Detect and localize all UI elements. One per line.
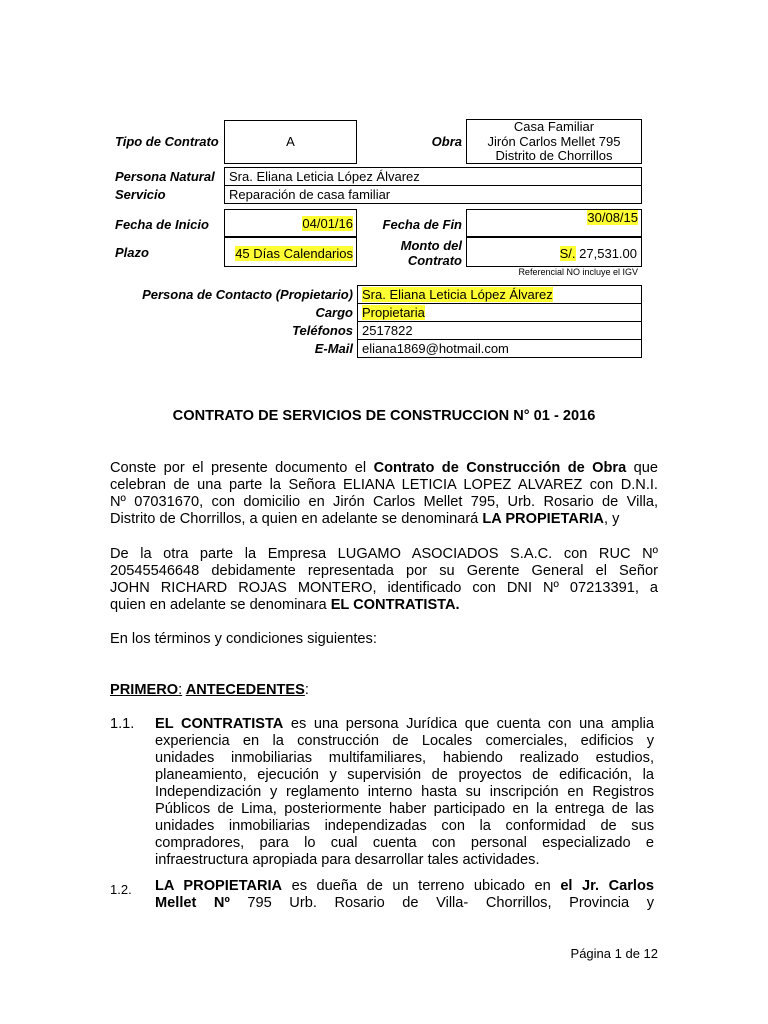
email-field: eliana1869@hotmail.com [357, 339, 642, 358]
tipo-contrato-label: Tipo de Contrato [115, 134, 219, 149]
cargo-label: Cargo [315, 305, 353, 320]
intro-p1-line-1 [110, 460, 658, 477]
text-run-bold: LA PROPIETARIA [155, 878, 283, 894]
persona-contacto-field [357, 285, 642, 304]
text-run-bold: LA PROPIETARIA [482, 511, 604, 527]
item-1-1-line-7: unidades inmobiliarias independizadas con la conformidad de sus [155, 818, 654, 834]
intro-p2-line-3: JOHN RICHARD ROJAS MONTERO, identificado con DNI Nº 07213391, a [110, 580, 658, 596]
intro-p2-line-2: 20545546648 debidamente representada por su Gerente General el Señor [110, 563, 658, 579]
obra-line-2: Jirón Carlos Mellet 795 [487, 133, 621, 149]
persona-contacto-label: Persona de Contacto (Propietario) [142, 287, 353, 302]
email-label: E-Mail [314, 341, 353, 356]
text-run: 795 Urb. Rosario de Villa- Chorrillos, Provincia y [229, 895, 654, 911]
text-run-bold: el Jr. Carlos [560, 878, 654, 894]
monto-field [466, 237, 642, 267]
monto-note: Referencial NO incluye el IGV [518, 267, 638, 277]
servicio-field: Reparación de casa familiar [224, 185, 642, 204]
plazo-field [224, 237, 357, 267]
plazo-label: Plazo [115, 245, 149, 260]
text-run: que [626, 460, 658, 476]
text-run-bold: EL CONTRATISTA. [330, 597, 460, 613]
text-run: es una persona Jurídica que cuenta con una amplia [283, 716, 654, 732]
monto-label-line-2: Contrato [407, 253, 462, 268]
monto-value: 27,531.00 [579, 246, 637, 261]
fecha-inicio-field [224, 209, 357, 237]
fecha-fin-value: 30/08/15 [587, 210, 638, 225]
text-run: ANTECEDENTES [185, 682, 305, 698]
fecha-fin-field [466, 209, 642, 237]
cargo-field [357, 303, 642, 322]
tipo-contrato-field: A [224, 120, 357, 164]
obra-label: Obra [431, 134, 462, 149]
item-1-1-line-9: infraestructura apropiada para desarrollar tales actividades. [155, 852, 540, 868]
item-1-1-line-8: compradores, para lo cual cuenta con personal especializado e [155, 835, 654, 851]
item-1-1-line-4: planeamiento, ejecución y supervisión de proyectos de edificación, la [155, 767, 654, 783]
text-run: quien en adelante se denominara [110, 597, 331, 613]
text-run: PRIMERO [110, 682, 179, 698]
text-run-bold: Mellet Nº [155, 895, 230, 911]
persona-natural-field: Sra. Eliana Leticia López Álvarez [224, 167, 642, 186]
monto-currency: S/. [559, 246, 576, 261]
item-1-1-line-5: Independización y reglamento interno hasta su inscripción en Registros [155, 784, 654, 800]
fecha-inicio-label: Fecha de Inicio [115, 217, 209, 232]
item-1-1-line-2: experiencia en la construcción de Locales comerciales, edificios y [155, 733, 654, 749]
page-number: Página 1 de 12 [570, 946, 658, 961]
item-1-1-line-3: unidades inmobiliarias multifamiliares, habiendo realizado estudios, [155, 750, 654, 766]
text-run: : [304, 682, 309, 698]
text-run-bold: EL CONTRATISTA [155, 716, 284, 732]
intro-p1-line-4 [110, 511, 658, 528]
text-run: Conste por el presente documento el [110, 460, 374, 476]
intro-p2-line-4 [110, 597, 658, 614]
intro-p1-line-3: Nº 07031670, con domicilio en Jirón Carlos Mellet 795, Urb. Rosario de Villa, [110, 494, 658, 510]
persona-natural-label: Persona Natural [115, 169, 215, 184]
cargo-value: Propietaria [362, 305, 425, 320]
obra-field [466, 119, 642, 164]
servicio-label: Servicio [115, 187, 166, 202]
item-1-1-line-6: Públicos de Lima, posteriormente haber participado en la entrega de las [155, 801, 654, 817]
intro-p1-line-2: celebran de una parte la Señora ELIANA LETICIA LOPEZ ALVAREZ con D.N.I. [110, 477, 658, 493]
text-run-bold: Contrato de Construcción de Obra [373, 460, 627, 476]
fecha-fin-label: Fecha de Fin [382, 217, 462, 232]
item-1-2-line-1 [155, 878, 654, 895]
contract-title: CONTRATO DE SERVICIOS DE CONSTRUCCION N° 01 - 2016 [172, 408, 596, 424]
text-run: es dueña de un terreno ubicado en [282, 878, 561, 894]
obra-line-3: Distrito de Chorrillos [495, 148, 613, 163]
obra-line-1: Casa Familiar [513, 119, 595, 134]
item-1-1-number: 1.1. [110, 716, 135, 732]
fecha-inicio-value: 04/01/16 [302, 216, 353, 231]
plazo-value: 45 Días Calendarios [235, 246, 353, 261]
text-run: , y [603, 511, 620, 527]
intro-p3: En los términos y condiciones siguientes: [110, 631, 377, 647]
telefonos-label: Teléfonos [292, 323, 353, 338]
section-heading-primero [110, 682, 309, 699]
monto-label-line-1: Monto del [400, 238, 462, 253]
persona-contacto-value: Sra. Eliana Leticia López Álvarez [362, 287, 553, 302]
text-run: Distrito de Chorrillos, a quien en adelante se denominará [110, 511, 483, 527]
text-run: : [178, 682, 183, 698]
telefonos-field: 2517822 [357, 321, 642, 340]
item-1-2-number: 1.2. [110, 882, 132, 897]
item-1-2-line-2 [155, 895, 654, 912]
monto-label [370, 238, 462, 268]
item-1-1-line-1 [155, 716, 654, 733]
intro-p2-line-1: De la otra parte la Empresa LUGAMO ASOCIADOS S.A.C. con RUC Nº [110, 546, 658, 562]
